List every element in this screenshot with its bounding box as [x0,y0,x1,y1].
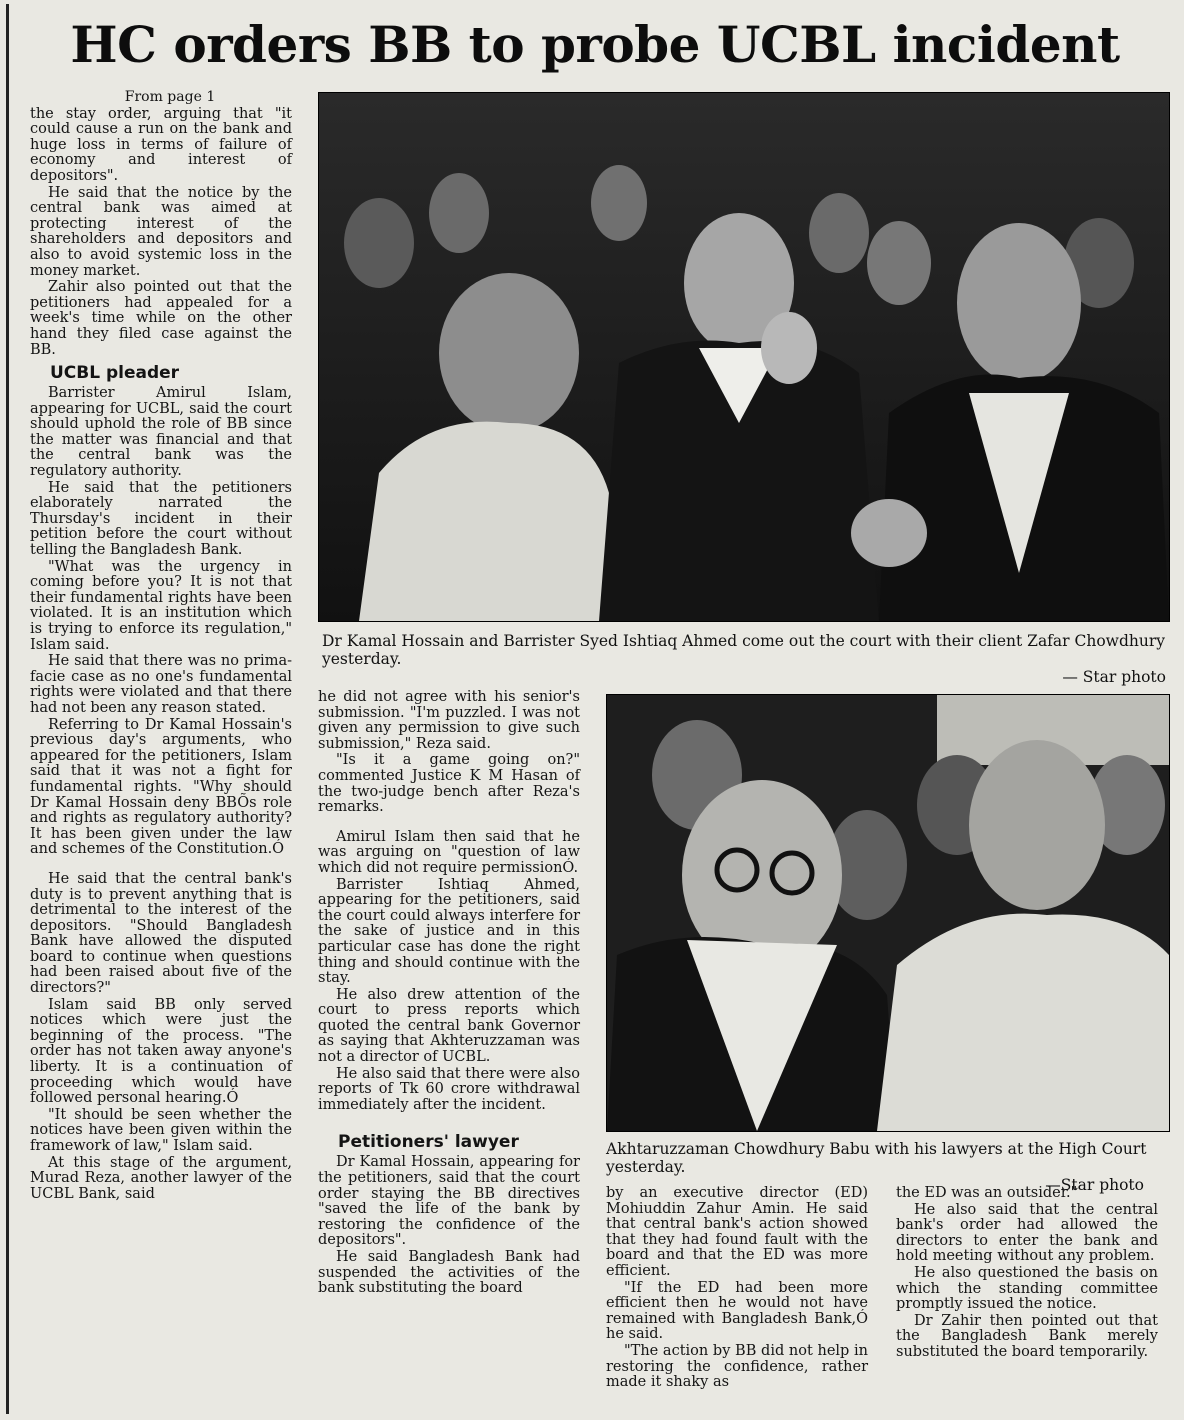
photo-2-caption-text: Akhtaruzzaman Chowdhury Babu with his lawyers at the High Court yesterday. [606,1140,1147,1176]
paragraph: At this stage of the argument, Murad Reza, another lawyer of the UCBL Bank, said [30,1154,292,1202]
photo-1-caption-text: Dr Kamal Hossain and Barrister Syed Ishtiaq Ahmed come out the court with their client Zafar Chowdhury yesterday. [322,632,1165,668]
paragraph: Islam said BB only served notices which were just the beginning of the process. "The order has not taken away anyone's liberty. It is a continuation of proceeding which would have followed personal hearing.Ó [30,996,292,1107]
paragraph: Dr Kamal Hossain, appearing for the petitioners, said that the court order staying the BB directives "saved the life of the bank by restoring the confidence of the depositors". [318,1154,580,1249]
paragraph: Zahir also pointed out that the petitioners had appealed for a week's time while on the other hand they filed case against the BB. [30,279,292,358]
paragraph: He said that the notice by the central bank was aimed at protecting interest of the shareholders and depositors and also to avoid systemic loss in the money market. [30,184,292,279]
paragraph: He also drew attention of the court to press reports which quoted the central bank Governor as saying that Akhteruzzaman was not a director of UCBL. [318,986,580,1066]
photo-1-image [319,93,1169,621]
headline: HC orders BB to probe UCBL incident [70,15,1120,74]
paragraph: Barrister Ishtiaq Ahmed, appearing for the petitioners, said the court could always interfere for the sake of justice and in this particular case has done the right thing and should continue with the stay. [318,876,580,987]
paragraph: Referring to Dr Kamal Hossain's previous day's arguments, who appeared for the petitioners, Islam said that it was not a fight for fundamental rights. "Why should Dr Kamal Hossain deny BBÕs role and rights as regulatory authority? It has been given under the law and schemes of the Constitution.Ó [30,716,292,858]
paragraph: He also said that there were also reports of Tk 60 crore withdrawal immediately after the incident. [318,1065,580,1113]
column-3 [606,1186,868,1392]
paragraph: the stay order, arguing that "it could cause a run on the bank and huge loss in terms of failure of economy and interest of depositors". [30,105,292,184]
paragraph: He said that the central bank's duty is to prevent anything that is detrimental to the interest of the depositors. "Should Bangladesh Bank have allowed the disputed board to continue when questions had been raised about five of the directors?" [30,870,292,997]
paragraph: Amirul Islam then said that he was arguing on "question of law which did not require permissionÓ. [318,828,580,876]
photo-1-credit: — Star photo [1062,668,1166,686]
paragraph: by an executive director (ED) Mohiuddin Zahur Amin. He said that central bank's action showed that they had found fault with the board and that the ED was more efficient. [606,1185,868,1279]
photo-1-caption [322,632,1166,686]
from-page: From page 1 [124,89,216,105]
paragraph: He said Bangladesh Bank had suspended the activities of the bank substituting the board [318,1249,580,1297]
paragraph: Dr Zahir then pointed out that the Bangladesh Bank merely substituted the board temporarily. [896,1312,1158,1360]
paragraph: Barrister Amirul Islam, appearing for UCBL, said the court should uphold the role of BB since the matter was financial and that the central bank was the regulatory authority. [30,385,292,480]
photo-lawyers-with-client [318,92,1170,622]
photo-2-credit: —Star photo [1045,1176,1144,1194]
paragraph: "What was the urgency in coming before you? It is not that their fundamental rights have been violated. It is an institution which is trying to enforce its regulation," Islam said. [30,558,292,653]
paragraph: he did not agree with his senior's submission. "I'm puzzled. I was not given any permission to give such submission," Reza said. [318,689,580,752]
paragraph: "If the ED had been more efficient then he would not have remained with Bangladesh Bank,Ó he said. [606,1279,868,1343]
column-4 [896,1186,1158,1362]
photo-babu-with-lawyers [606,694,1170,1132]
column-1 [30,90,292,1203]
paragraph: "It should be seen whether the notices have been given within the framework of law," Islam said. [30,1106,292,1154]
paragraph: He also questioned the basis on which the standing committee promptly issued the notice. [896,1264,1158,1313]
subhead-ucbl-pleader: UCBL pleader [50,363,180,384]
paragraph: "Is it a game going on?" commented Justice K M Hasan of the two-judge bench after Reza's remarks. [318,752,580,816]
paragraph: the ED was an outsider." [896,1185,1078,1201]
photo-2-image [607,695,1169,1131]
paragraph: He said that there was no prima-facie case as no one's fundamental rights were violated and that there had not been any reason stated. [30,653,292,716]
paragraph: He also said that the central bank's order had allowed the directors to enter the bank and hold meeting without any problem. [896,1201,1158,1265]
paragraph: He said that the petitioners elaborately narrated the Thursday's incident in their petition before the court without telling the Bangladesh Bank. [30,479,292,559]
subhead-petitioners-lawyer: Petitioners' lawyer [338,1132,519,1153]
column-2 [318,690,580,1298]
paragraph: "The action by BB did not help in restoring the confidence, rather made it shaky as [606,1342,868,1391]
